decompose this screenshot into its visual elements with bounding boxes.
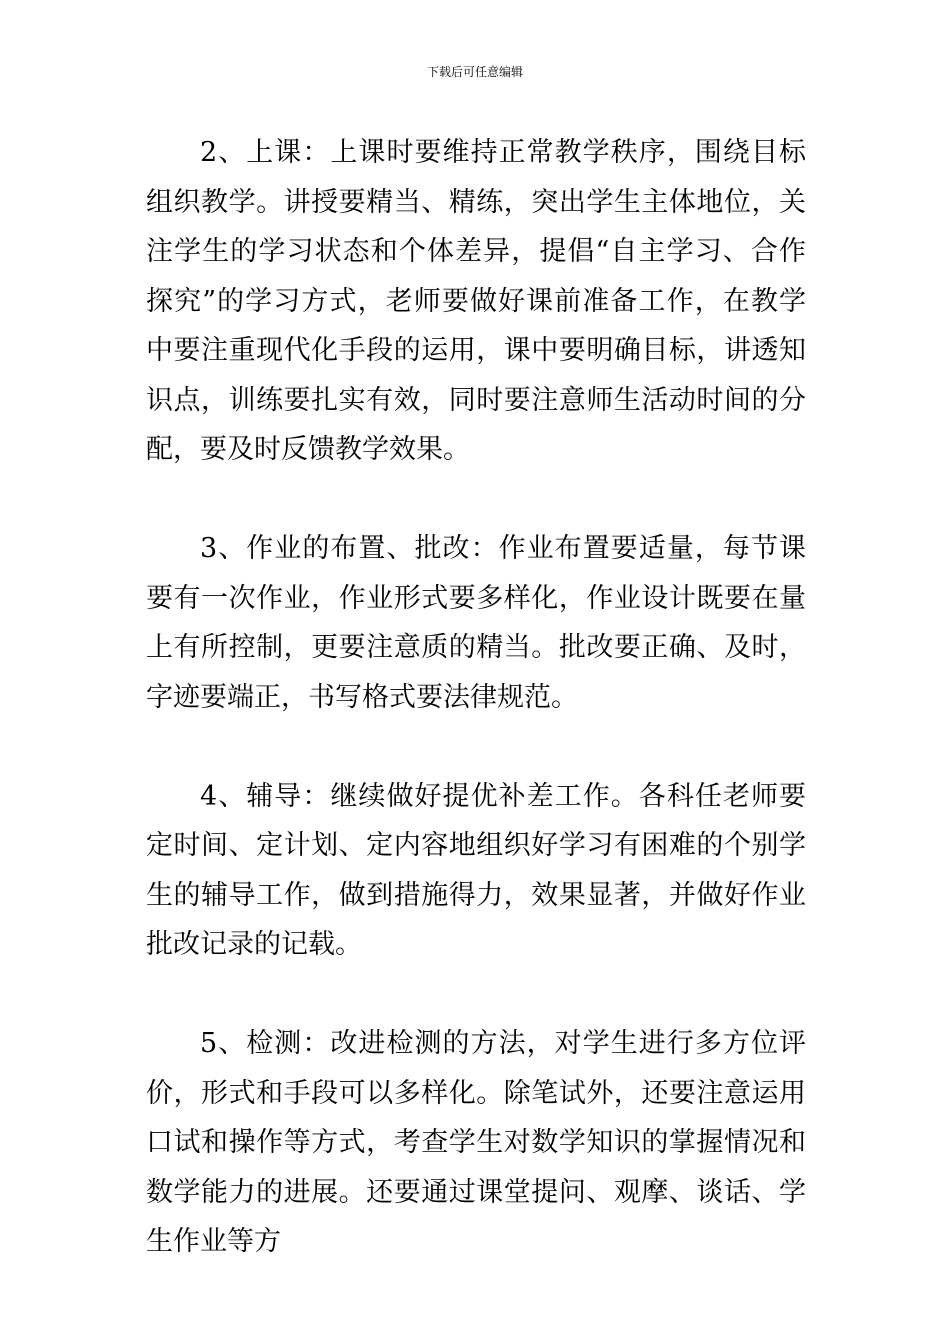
paragraph-tutoring: 4、辅导：继续做好提优补差工作。各科任老师要定时间、定计划、定内容地组织好学习有困难的个别学生的辅导工作，做到措施得力，效果显著，并做好作业批改记录的记载。 <box>146 780 806 960</box>
paragraph-class-teaching: 2、上课：上课时要维持正常教学秩序，围绕目标组织教学。讲授要精当、精练，突出学生主体地位，关注学生的学习状态和个体差异，提倡“自主学习、合作探究”的学习方式，老师要做好课前准备工作，在教学中要注重现代化手段的运用，课中要明确目标，讲透知识点，训练要扎实有效，同时要注意师生活动时间的分配，要及时反馈教学效果。 <box>146 137 806 465</box>
paragraph-homework: 3、作业的布置、批改：作业布置要适量，每节课要有一次作业，作业形式要多样化，作业设计既要在量上有所控制，更要注意质的精当。批改要正确、及时，字迹要端正，书写格式要法律规范。 <box>146 533 806 713</box>
paragraph-assessment: 5、检测：改进检测的方法，对学生进行多方位评价，形式和手段可以多样化。除笔试外，还要注意运用口试和操作等方式，考查学生对数学知识的掌握情况和数学能力的进展。还要通过课堂提问、观摩、谈话、学生作业等方 <box>146 1028 806 1257</box>
document-body <box>146 128 806 1267</box>
page-header-note: 下载后可任意编辑 <box>426 65 523 79</box>
